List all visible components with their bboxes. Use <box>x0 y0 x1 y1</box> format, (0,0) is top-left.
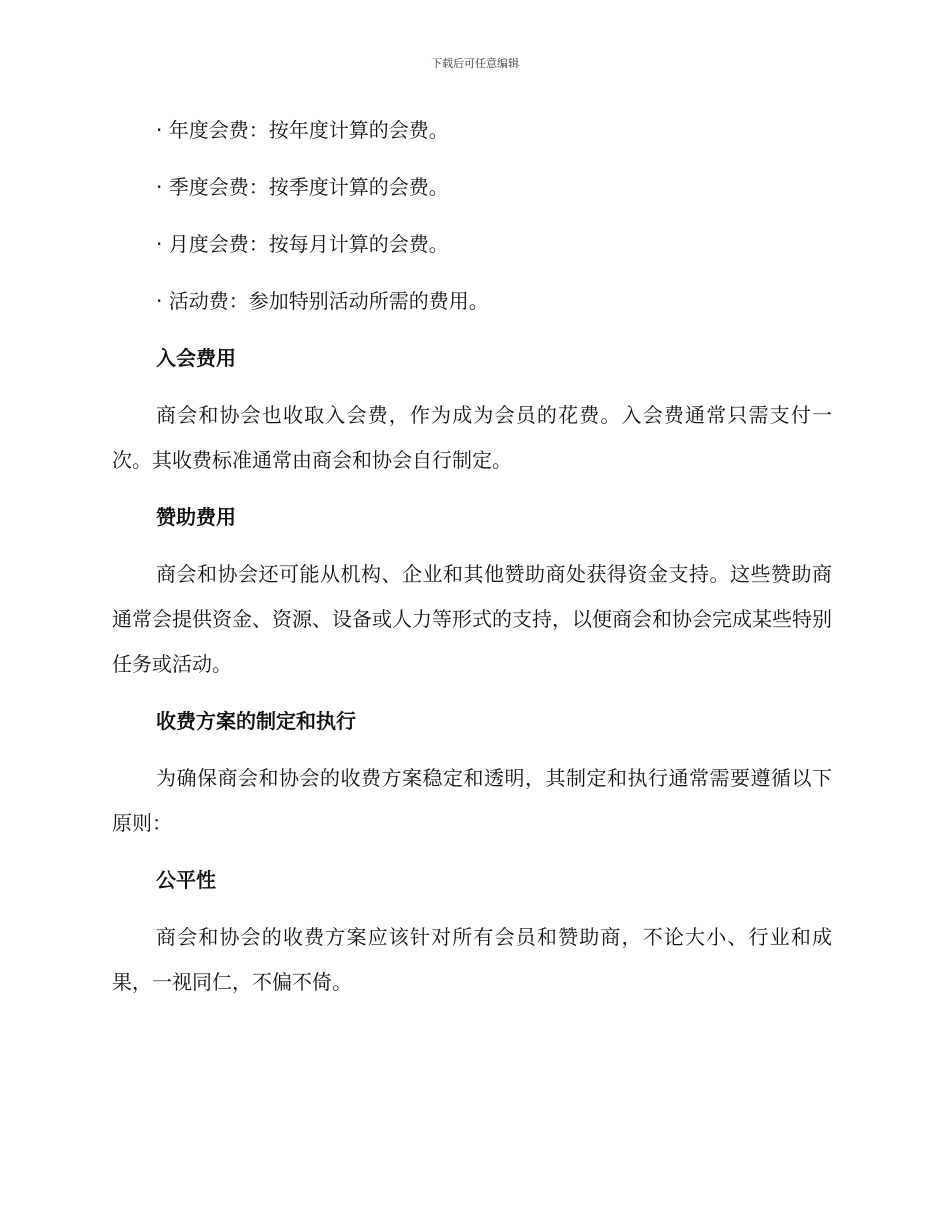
section-paragraph-fee-scheme: 为确保商会和协会的收费方案稳定和透明，其制定和执行通常需要遵循以下原则： <box>112 766 832 835</box>
section-paragraph-sponsorship: 商会和协会还可能从机构、企业和其他赞助商处获得资金支持。这些赞助商通常会提供资金、资源、设备或人力等形式的支持，以便商会和协会完成某些特别任务或活动。 <box>112 562 832 676</box>
list-item-quarterly-fee: · 季度会费：按季度计算的会费。 <box>156 175 449 199</box>
list-item-annual-fee: · 年度会费：按年度计算的会费。 <box>156 118 449 142</box>
list-item-monthly-fee: · 月度会费：按每月计算的会费。 <box>156 232 449 256</box>
document-body <box>112 108 832 1017</box>
section-paragraph-entrance-fee: 商会和协会也收取入会费，作为成为会员的花费。入会费通常只需支付一次。其收费标准通常由商会和协会自行制定。 <box>112 403 832 472</box>
section-heading-entrance-fee: 入会费用 <box>156 346 236 370</box>
page-header: 下载后可任意编辑 <box>431 57 519 70</box>
section-heading-fee-scheme: 收费方案的制定和执行 <box>156 709 356 733</box>
section-heading-fairness: 公平性 <box>156 868 216 892</box>
section-paragraph-fairness: 商会和协会的收费方案应该针对所有会员和赞助商，不论大小、行业和成果，一视同仁，不偏不倚。 <box>112 925 832 994</box>
list-item-activity-fee: · 活动费：参加特别活动所需的费用。 <box>156 289 489 313</box>
section-heading-sponsorship: 赞助费用 <box>156 505 236 529</box>
